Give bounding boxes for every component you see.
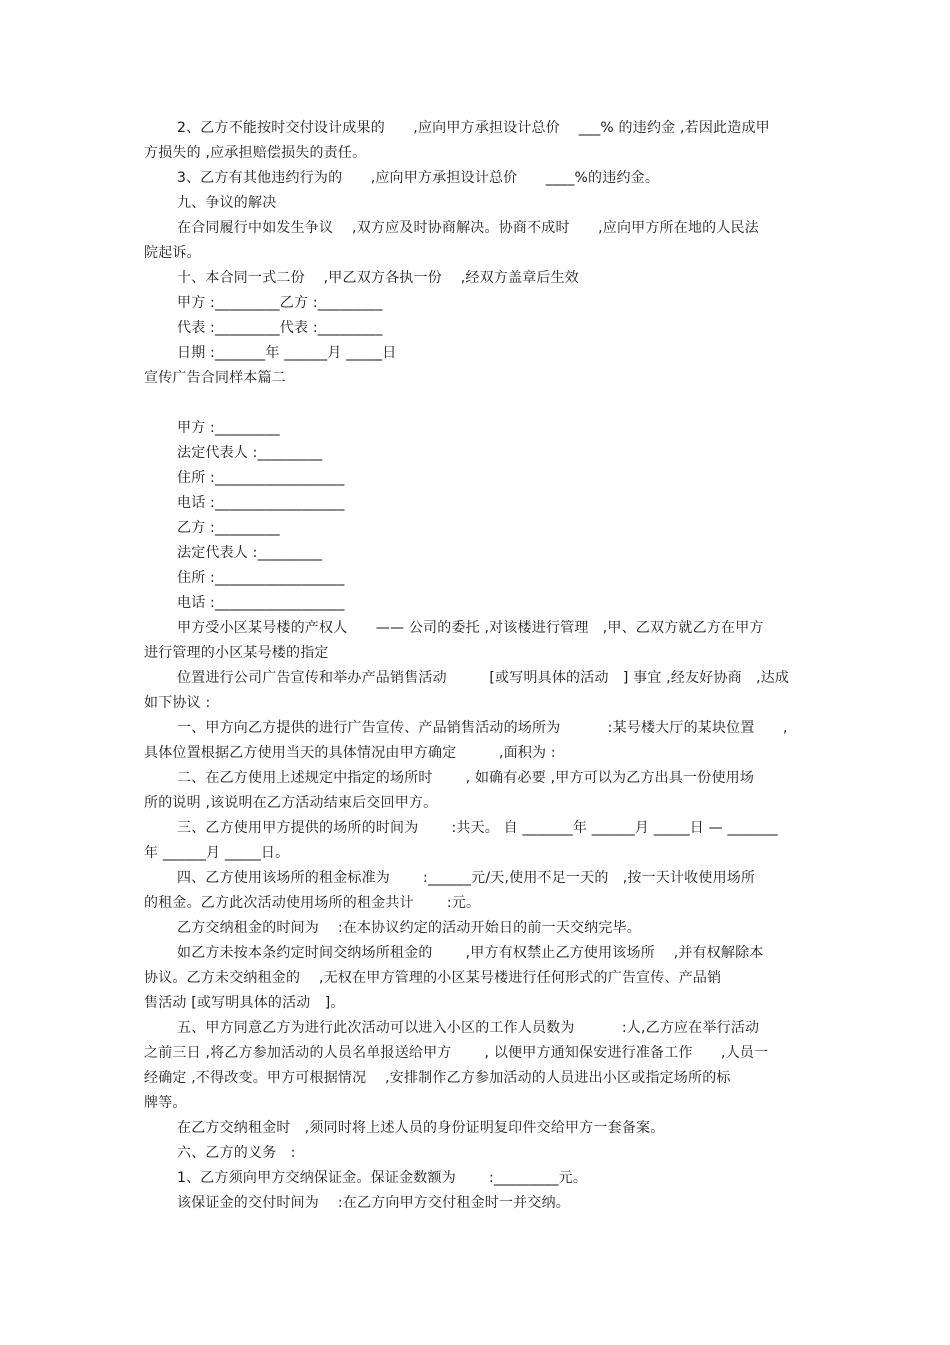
text-line: 一、甲方向乙方提供的进行广告宣传、产品销售活动的场所为 :某号楼大厅的某块位置 , (177, 720, 788, 736)
text-line: 乙方交纳租金的时间为 :在本协议约定的活动开始日的前一天交纳完毕。 (177, 920, 641, 936)
text-line: 售活动 [或写明具体的活动 ]。 (144, 995, 345, 1011)
text-line: 的租金。乙方此次活动使用场所的租金共计 :元。 (144, 895, 481, 911)
text-line: 该保证金的交付时间为 :在乙方向甲方交付租金时一并交纳。 (177, 1195, 570, 1211)
text-line: 经确定 ,不得改变。甲方可根据情况 ,安排制作乙方参加活动的人员进出小区或指定场所的标 (144, 1070, 731, 1086)
party-field: 法定代表人 :_________ (177, 445, 323, 461)
text-line: 牌等。 (144, 1095, 187, 1111)
section-heading: 十、本合同一式二份 ,甲乙双方各执一份 ,经双方盖章后生效 (177, 270, 579, 286)
text-line: 协议。乙方未交纳租金的 ,无权在甲方管理的小区某号楼进行任何形式的广告宣传、产品销 (144, 970, 722, 986)
text-line: 具体位置根据乙方使用当天的具体情况由甲方确定 ,面积为 : (144, 745, 556, 761)
text-line: 如乙方未按本条约定时间交纳场所租金的 ,甲方有权禁止乙方使用该场所 ,并有权解除本 (177, 945, 764, 961)
text-line: 2、乙方不能按时交付设计成果的 ,应向甲方承担设计总价 ___% 的违约金 ,若因此造成甲 (177, 120, 770, 136)
text-line: 之前三日 ,将乙方参加活动的人员名单报送给甲方 , 以便甲方通知保安进行准备工作 ,人员一 (144, 1045, 769, 1061)
text-line: 进行管理的小区某号楼的指定 (144, 645, 329, 661)
party-field: 电话 :__________________ (177, 495, 345, 511)
party-field: 法定代表人 :_________ (177, 545, 323, 561)
text-line: 三、乙方使用甲方提供的场所的时间为 :共天。 自 _______年 ______月 _____日 — _______ (177, 820, 778, 836)
text-line: 院起诉。 (144, 245, 201, 261)
party-field: 住所 :__________________ (177, 470, 345, 486)
text-line: 在乙方交纳租金时 ,须同时将上述人员的身份证明复印件交给甲方一套备案。 (177, 1120, 665, 1136)
section-heading: 六、乙方的义务 : (177, 1145, 296, 1161)
party-field: 电话 :__________________ (177, 595, 345, 611)
text-line: 四、乙方使用该场所的租金标准为 :______元/天,使用不足一天的 ,按一天计收使用场所 (177, 870, 756, 886)
text-line: 甲方受小区某号楼的产权人 —— 公司的委托 ,对该楼进行管理 ,甲、乙双方就乙方在甲方 (177, 620, 764, 636)
text-line: 年 ______月 _____日。 (144, 845, 290, 861)
signature-field: 甲方 :_________乙方 :_________ (177, 295, 383, 311)
party-field: 乙方 :_________ (177, 520, 280, 536)
party-field: 甲方 :_________ (177, 420, 280, 436)
document-title: 宣传广告合同样本篇二 (144, 370, 286, 386)
date-field: 日期 :_______年 ______月 _____日 (177, 345, 397, 361)
party-field: 住所 :__________________ (177, 570, 345, 586)
text-line: 在合同履行中如发生争议 ,双方应及时协商解决。协商不成时 ,应向甲方所在地的人民法 (177, 220, 759, 236)
text-line: 3、乙方有其他违约行为的 ,应向甲方承担设计总价 ____%的违约金。 (177, 170, 660, 186)
signature-field: 代表 :_________代表 :_________ (177, 320, 383, 336)
section-heading: 九、争议的解决 (177, 195, 277, 211)
text-line: 五、甲方同意乙方为进行此次活动可以进入小区的工作人员数为 :人,乙方应在举行活动 (177, 1020, 760, 1036)
text-line: 方损失的 ,应承担赔偿损失的责任。 (144, 145, 367, 161)
text-line: 所的说明 ,该说明在乙方活动结束后交回甲方。 (144, 795, 438, 811)
text-line: 如下协议 : (144, 695, 211, 711)
text-line: 二、在乙方使用上述规定中指定的场所时 , 如确有必要 ,甲方可以为乙方出具一份使用场 (177, 770, 755, 786)
text-line: 1、乙方须向甲方交纳保证金。保证金数额为 :_________元。 (177, 1170, 588, 1186)
text-line: 位置进行公司广告宣传和举办产品销售活动 [或写明具体的活动 ] 事宜 ,经友好协商 ,达成 (177, 670, 790, 686)
